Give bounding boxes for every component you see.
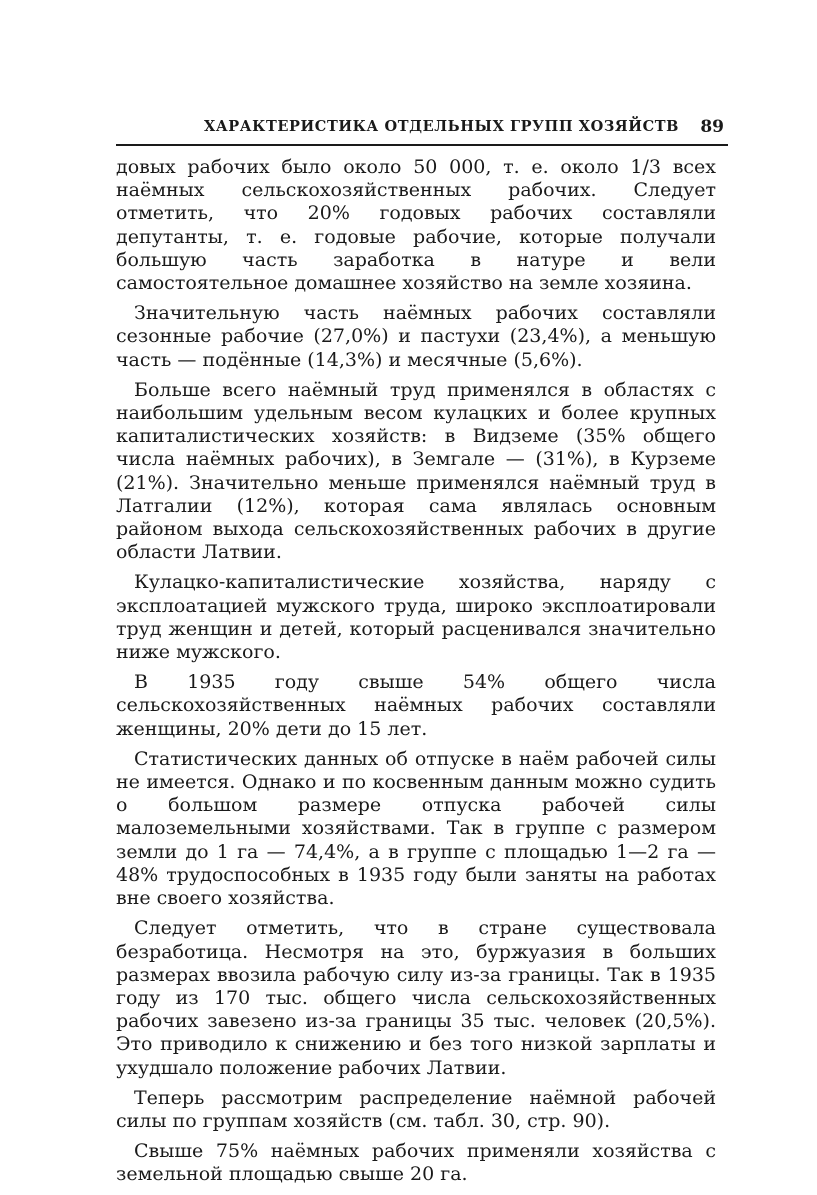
running-header — [116, 110, 728, 146]
paragraph-continuation: довых рабочих было около 50 000, т. е. около 1/3 всех наёмных сельскохозяйственных рабочих. Следует отметить, что 20% годовых рабочих составляли депутанты, т. е. годовые рабочие, которые получали большую часть заработка в натуре и вели самостоятельное домашнее хозяйство на земле хозяина. — [116, 156, 716, 295]
paragraph: В 1935 году свыше 54% общего числа сельскохозяйственных наёмных рабочих составляли женщины, 20% дети до 15 лет. — [116, 671, 716, 740]
paragraph: Значительную часть наёмных рабочих составляли сезонные рабочие (27,0%) и пастухи (23,4%), а меньшую часть — подённые (14,3%) и месячные (5,6%). — [116, 302, 716, 371]
paragraph: Больше всего наёмный труд применялся в областях с наибольшим удельным весом кулацких и более крупных капиталистических хозяйств: в Видземе (35% общего числа наёмных рабочих), в Земгале — (31%), в Курземе (21%). Значительно меньше применялся наёмный труд в Латгалии (12%), которая сама являлась основным районом выхода сельскохозяйственных рабочих в другие области Латвии. — [116, 378, 716, 564]
paragraph: Свыше 75% наёмных рабочих применяли хозяйства с земельной площадью свыше 20 га. — [116, 1140, 716, 1186]
paragraph: Следует отметить, что в стране существовала безработица. Несмотря на это, буржуазия в больших размерах ввозила рабочую силу из-за границы. Так в 1935 году из 170 тыс. общего числа сельскохозяйственных рабочих завезено из-за границы 35 тыс. человек (20,5%). Это приводило к снижению и без того низкой зарплаты и ухудшало положение рабочих Латвии. — [116, 917, 716, 1079]
page-number: 89 — [700, 117, 724, 137]
running-header-title: ХАРАКТЕРИСТИКА ОТДЕЛЬНЫХ ГРУПП ХОЗЯЙСТВ — [204, 118, 679, 135]
paragraph: Теперь рассмотрим распределение наёмной рабочей силы по группам хозяйств (см. табл. 30, стр. 90). — [116, 1086, 716, 1132]
paragraph: Кулацко-капиталистические хозяйства, наряду с эксплоатацией мужского труда, широко эксплоатировали труд женщин и детей, который расценивался значительно ниже мужского. — [116, 571, 716, 664]
body-text — [116, 156, 716, 1194]
paragraph: Статистических данных об отпуске в наём рабочей силы не имеется. Однако и по косвенным данным можно судить о большом размере отпуска рабочей силы малоземельными хозяйствами. Так в группе с размером земли до 1 га — 74,4%, а в группе с площадью 1—2 га — 48% трудоспособных в 1935 году были заняты на работах вне своего хозяйства. — [116, 747, 716, 910]
header-rule — [116, 144, 728, 146]
